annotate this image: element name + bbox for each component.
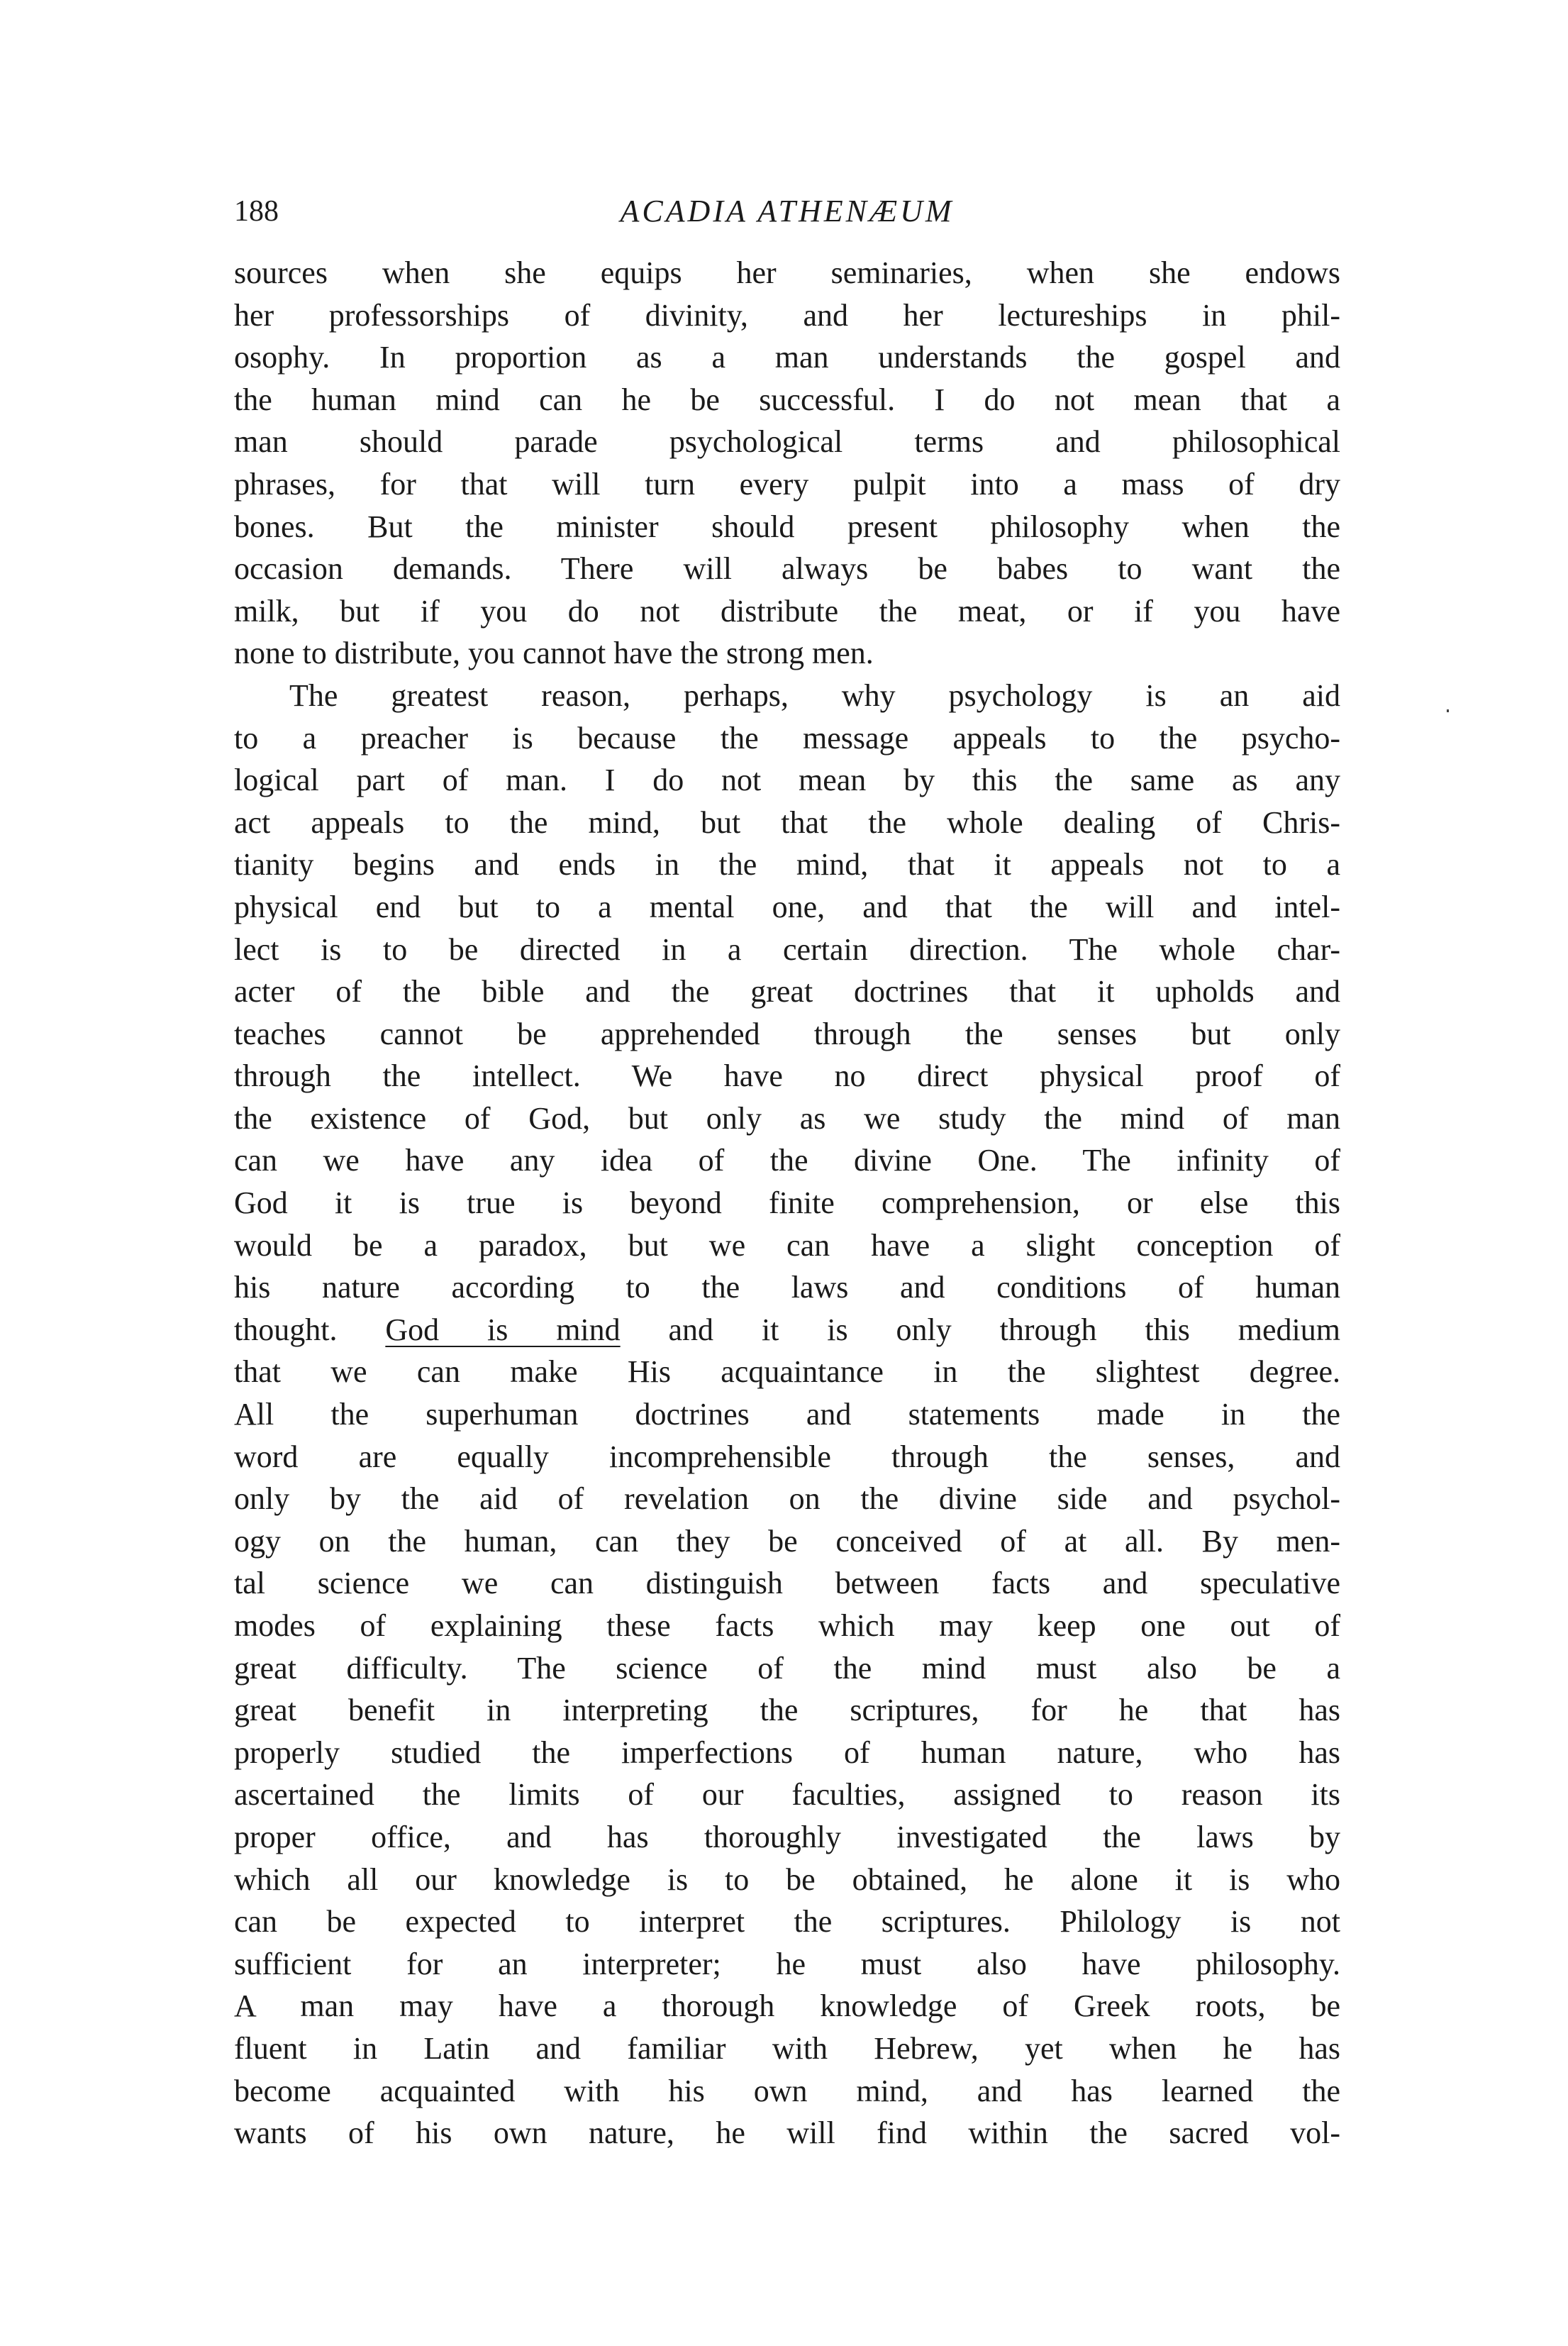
page-number: 188 bbox=[234, 195, 279, 228]
text-line: logical part of man. I do not mean by this the same as any bbox=[234, 763, 1340, 798]
text-line: word are equally incomprehensible through the senses, and bbox=[234, 1439, 1340, 1474]
text-line: act appeals to the mind, but that the whole dealing of Chris- bbox=[234, 804, 1340, 840]
text-line: lect is to be directed in a certain direction. The whole char- bbox=[234, 931, 1340, 967]
text-line: sources when she equips her seminaries, when she endows bbox=[234, 255, 1340, 290]
text-line: sufficient for an interpreter; he must also have philosophy. bbox=[234, 1946, 1340, 1981]
text-line: through the intellect. We have no direct physical proof of bbox=[234, 1058, 1340, 1094]
text-line: her professorships of divinity, and her lectureships in phil- bbox=[234, 297, 1340, 333]
running-head bbox=[234, 190, 1340, 233]
journal-title: ACADIA ATHENÆUM bbox=[620, 194, 955, 228]
text-line: teaches cannot be apprehended through the senses but only bbox=[234, 1016, 1340, 1051]
text-line: God it is true is beyond finite comprehension, or else this bbox=[234, 1185, 1340, 1221]
text-line: which all our knowledge is to be obtained, he alone it is who bbox=[234, 1861, 1340, 1897]
text-segment: and it is only through this medium bbox=[620, 1312, 1340, 1347]
text-line: milk, but if you do not distribute the meat, or if you have bbox=[234, 593, 1340, 629]
text-line: properly studied the imperfections of human nature, who has bbox=[234, 1734, 1340, 1770]
text-line: the human mind can he be successful. I do not mean that a bbox=[234, 382, 1340, 417]
text-line: his nature according to the laws and conditions of human bbox=[234, 1270, 1340, 1305]
text-line: great difficulty. The science of the mind must also be a bbox=[234, 1650, 1340, 1686]
text-line: would be a paradox, but we can have a slight conception of bbox=[234, 1227, 1340, 1263]
text-line: phrases, for that will turn every pulpit into a mass of dry bbox=[234, 466, 1340, 502]
text-line: ogy on the human, can they be conceived of at all. By men- bbox=[234, 1523, 1340, 1559]
text-line: tianity begins and ends in the mind, that it appeals not to a bbox=[234, 847, 1340, 882]
stray-ink-mark bbox=[1447, 709, 1449, 712]
text-line: become acquainted with his own mind, and has learned the bbox=[234, 2073, 1340, 2108]
paragraph-start-line: The greatest reason, perhaps, why psychology is an aid bbox=[289, 677, 1340, 713]
text-line-underlined bbox=[234, 1309, 1340, 1351]
text-line: man should parade psychological terms and philosophical bbox=[234, 424, 1340, 460]
text-line: only by the aid of revelation on the divine side and psychol- bbox=[234, 1481, 1340, 1517]
text-line: to a preacher is because the message appeals to the psycho- bbox=[234, 720, 1340, 756]
text-line: osophy. In proportion as a man understands the gospel and bbox=[234, 340, 1340, 375]
text-line: proper office, and has thoroughly investigated the laws by bbox=[234, 1819, 1340, 1854]
text-line: All the superhuman doctrines and statements made in the bbox=[234, 1397, 1340, 1432]
text-segment: thought. bbox=[234, 1312, 386, 1347]
article-body bbox=[234, 252, 1340, 2154]
text-line: physical end but to a mental one, and that the will and intel- bbox=[234, 889, 1340, 924]
text-line: can be expected to interpret the scriptures. Philology is not bbox=[234, 1904, 1340, 1940]
text-line: acter of the bible and the great doctrines that it upholds and bbox=[234, 974, 1340, 1009]
text-line: can we have any idea of the divine One. The infinity of bbox=[234, 1143, 1340, 1178]
text-line: wants of his own nature, he will find within the sacred vol- bbox=[234, 2115, 1340, 2151]
text-line: bones. But the minister should present philosophy when the bbox=[234, 509, 1340, 544]
text-line: that we can make His acquaintance in the slightest degree. bbox=[234, 1354, 1340, 1390]
text-line: tal science we can distinguish between facts and speculative bbox=[234, 1566, 1340, 1601]
text-line: A man may have a thorough knowledge of Greek roots, be bbox=[234, 1988, 1340, 2024]
text-line: the existence of God, but only as we study the mind of man bbox=[234, 1100, 1340, 1136]
text-line: occasion demands. There will always be babes to want the bbox=[234, 551, 1340, 587]
text-line: great benefit in interpreting the scriptures, for he that has bbox=[234, 1693, 1340, 1728]
text-line: modes of explaining these facts which may keep one out of bbox=[234, 1608, 1340, 1643]
underlined-phrase: God is mind bbox=[385, 1312, 621, 1347]
paragraph-end-line: none to distribute, you cannot have the strong men. bbox=[234, 636, 874, 671]
text-line: ascertained the limits of our faculties, assigned to reason its bbox=[234, 1777, 1340, 1813]
text-line: fluent in Latin and familiar with Hebrew, yet when he has bbox=[234, 2030, 1340, 2066]
